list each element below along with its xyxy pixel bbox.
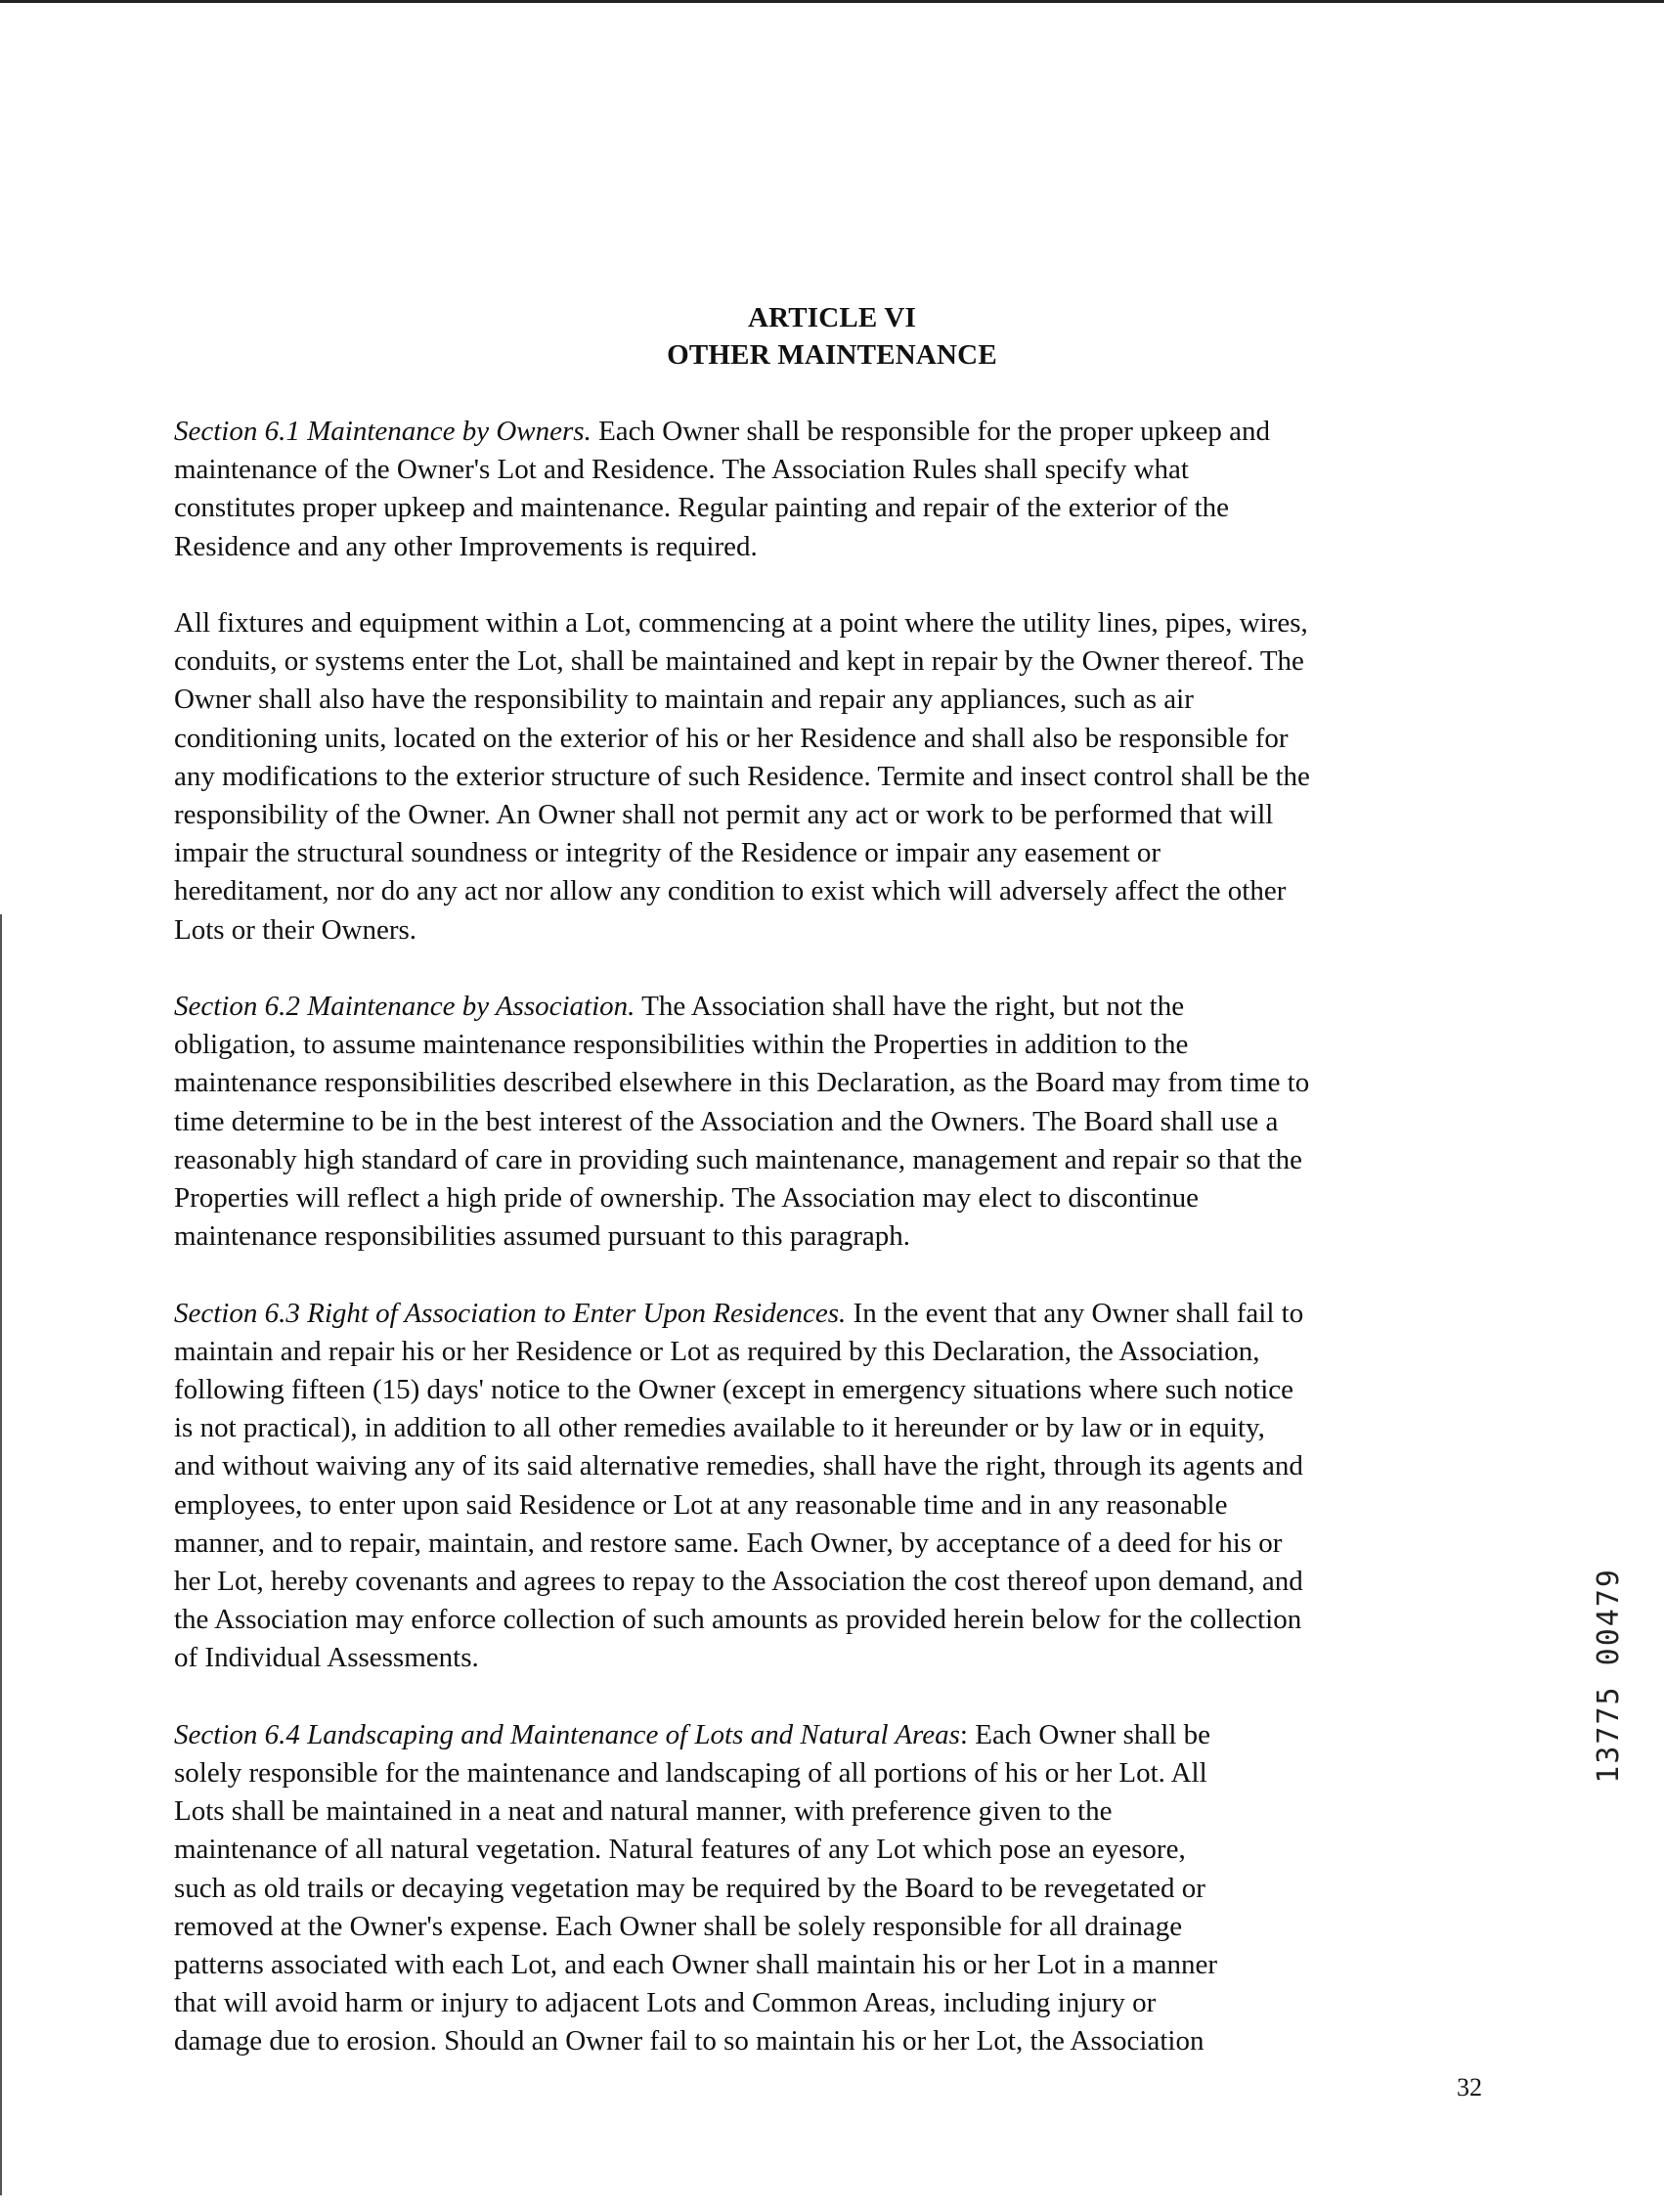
paragraph-text: Each Owner shall be responsible for the proper upkeep and [591, 416, 1270, 447]
paragraph-line [174, 1295, 1484, 1333]
paragraph-line [174, 988, 1484, 1026]
section-heading: Section 6.1 Maintenance by Owners. [174, 416, 591, 447]
paragraph-line: patterns associated with each Lot, and each Owner shall maintain his or her Lot in a manner [174, 1949, 1217, 1981]
paragraph-line: hereditament, nor do any act nor allow any condition to exist which will adversely affect the other [174, 875, 1287, 907]
paragraph-line [174, 1716, 1484, 1754]
paragraph-line: All fixtures and equipment within a Lot, commencing at a point where the utility lines, pipes, wires, [174, 607, 1308, 639]
section-6-4-paragraph [174, 1716, 1484, 2061]
paragraph-line: of Individual Assessments. [174, 1642, 479, 1674]
paragraph-line: maintain and repair his or her Residence or Lot as required by this Declaration, the Association, [174, 1335, 1260, 1367]
paragraph-line: Lots or their Owners. [174, 913, 417, 946]
paragraph-line: maintenance responsibilities described elsewhere in this Declaration, as the Board may from time to [174, 1067, 1310, 1099]
article-number: ARTICLE VI [747, 302, 917, 333]
paragraph-line [174, 413, 1484, 451]
paragraph-line: conduits, or systems enter the Lot, shall be maintained and kept in repair by the Owner thereof. The [174, 645, 1304, 678]
section-heading: Section 6.2 Maintenance by Association. [174, 991, 635, 1023]
paragraph-line: Lots shall be maintained in a neat and natural manner, with preference given to the [174, 1795, 1113, 1828]
paragraph-line: Owner shall also have the responsibility to maintain and repair any appliances, such as air [174, 684, 1194, 716]
paragraph-line: solely responsible for the maintenance and landscaping of all portions of his or her Lot. All [174, 1757, 1207, 1790]
section-heading: Section 6.4 Landscaping and Maintenance of Lots and Natural Areas [174, 1718, 960, 1750]
paragraph-line: responsibility of the Owner. An Owner shall not permit any act or work to be performed that will [174, 799, 1274, 831]
paragraph-line: such as old trails or decaying vegetation may be required by the Board to be revegetated or [174, 1872, 1205, 1904]
document-body [174, 413, 1484, 2100]
paragraph-line: removed at the Owner's expense. Each Owner shall be solely responsible for all drainage [174, 1910, 1183, 1942]
scan-left-edge-mark [0, 914, 2, 2195]
paragraph-line: maintenance of all natural vegetation. Natural features of any Lot which pose an eyesore, [174, 1834, 1186, 1866]
paragraph-line: constitutes proper upkeep and maintenance. Regular painting and repair of the exterior of the [174, 492, 1230, 524]
article-title: OTHER MAINTENANCE [667, 339, 997, 371]
paragraph-line: the Association may enforce collection of such amounts as provided herein below for the collection [174, 1604, 1302, 1636]
section-heading: Section 6.3 Right of Association to Enter Upon Residences. [174, 1297, 847, 1329]
paragraph-text: : Each Owner shall be [959, 1718, 1210, 1750]
paragraph-text: In the event that any Owner shall fail to [846, 1297, 1304, 1329]
page-number: 32 [1457, 2073, 1482, 2101]
paragraph-text: The Association shall have the right, but not the [635, 991, 1185, 1023]
paragraph-line: conditioning units, located on the exterior of his or her Residence and shall also be responsible for [174, 722, 1289, 754]
paragraph-line: reasonably high standard of care in providing such maintenance, management and repair so that the [174, 1143, 1302, 1175]
section-6-3-paragraph [174, 1295, 1484, 1678]
paragraph-line: is not practical), in addition to all other remedies available to it hereunder or by law or in equity, [174, 1412, 1265, 1444]
scan-top-border [0, 0, 1664, 3]
section-6-1-paragraph [174, 413, 1484, 566]
paragraph-line: following fifteen (15) days' notice to the Owner (except in emergency situations where such notice [174, 1374, 1293, 1406]
recording-stamp: 13775 00479 [1592, 1568, 1626, 1784]
section-6-2-paragraph [174, 988, 1484, 1256]
fixtures-paragraph [174, 604, 1484, 950]
paragraph-line: time determine to be in the best interest of the Association and the Owners. The Board shall use a [174, 1105, 1279, 1137]
paragraph-line: maintenance responsibilities assumed pursuant to this paragraph. [174, 1220, 911, 1253]
paragraph-line: damage due to erosion. Should an Owner fail to so maintain his or her Lot, the Association [174, 2025, 1204, 2057]
paragraph-line: Residence and any other Improvements is required. [174, 530, 758, 562]
paragraph-line: employees, to enter upon said Residence or Lot at any reasonable time and in any reasonable [174, 1488, 1228, 1521]
paragraph-line: any modifications to the exterior structure of such Residence. Termite and insect control shall be the [174, 760, 1310, 792]
paragraph-line: obligation, to assume maintenance responsibilities within the Properties in addition to the [174, 1029, 1189, 1061]
paragraph-line: impair the structural soundness or integrity of the Residence or impair any easement or [174, 837, 1161, 869]
paragraph-line: that will avoid harm or injury to adjacent Lots and Common Areas, including injury or [174, 1987, 1157, 2019]
paragraph-line: maintenance of the Owner's Lot and Residence. The Association Rules shall specify what [174, 454, 1189, 486]
paragraph-line: her Lot, hereby covenants and agrees to repay to the Association the cost thereof upon demand, and [174, 1566, 1303, 1598]
paragraph-line: and without waiving any of its said alternative remedies, shall have the right, through its agents and [174, 1450, 1303, 1482]
paragraph-line: Properties will reflect a high pride of ownership. The Association may elect to discontinue [174, 1182, 1200, 1215]
paragraph-line: manner, and to repair, maintain, and restore same. Each Owner, by acceptance of a deed for his or [174, 1526, 1283, 1559]
